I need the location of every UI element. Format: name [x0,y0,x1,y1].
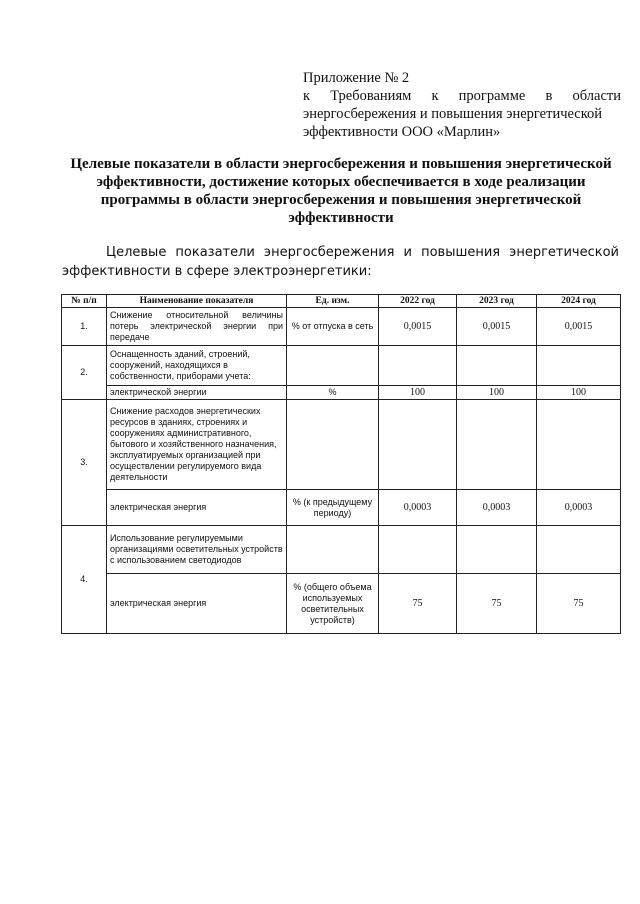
col-header-2022: 2022 год [379,295,457,308]
indicator-name: Использование регулируемыми организациями осветительных устройств с использованием светодиодов [107,526,287,574]
value-2024: 0,0003 [537,490,621,526]
value-2023: 75 [457,574,537,634]
empty-cell [379,400,457,490]
col-header-2024: 2024 год [537,295,621,308]
table-row [62,526,621,574]
indicator-subname: электрическая энергия [107,490,287,526]
indicator-unit: % (общего объема используемых осветительных устройств) [287,574,379,634]
value-2024: 75 [537,574,621,634]
empty-cell [457,526,537,574]
intro-line: эффективности в сфере электроэнергетики: [62,264,372,279]
value-2022: 0,0003 [379,490,457,526]
indicator-name: Снижение относительной величины потерь электрической энергии при передаче [107,308,287,346]
empty-cell [287,400,379,490]
table-row [62,346,621,386]
row-number: 2. [62,346,107,400]
empty-cell [537,526,621,574]
col-header-number: № п/п [62,295,107,308]
appendix-header [303,69,621,141]
indicator-subname: электрическая энергия [107,574,287,634]
value-2022: 100 [379,386,457,400]
col-header-unit: Ед. изм. [287,295,379,308]
table-row [62,400,621,490]
table-row [62,308,621,346]
document-title: Целевые показатели в области энергосбережения и повышения энергетической эффективности, достижение которых обеспечивается в ходе реализации программы в области энергосбережения и повышения энергетической эффективности [70,156,612,226]
col-header-name: Наименование показателя [107,295,287,308]
empty-cell [537,400,621,490]
col-header-2023: 2023 год [457,295,537,308]
empty-cell [287,526,379,574]
indicator-name: Оснащенность зданий, строений, сооружений, находящихся в собственности, приборами учета: [107,346,287,386]
appendix-ref-line: эффективности ООО «Марлин» [303,124,501,140]
intro-line: Целевые показатели энергосбережения и повышения энергетической [106,245,619,260]
indicator-name: Снижение расходов энергетических ресурсов в зданиях, строениях и сооружениях административного, бытового и хозяйственного назначения, эксплуатируемых организацией при осуществлении регулируемого вида деятельности [107,400,287,490]
empty-cell [379,526,457,574]
row-number: 1. [62,308,107,346]
value-2023: 0,0015 [457,308,537,346]
value-2023: 100 [457,386,537,400]
indicator-subname: электрической энергии [107,386,287,400]
table-subrow [62,490,621,526]
indicator-unit: % [287,386,379,400]
row-number: 3. [62,400,107,526]
value-2023: 0,0003 [457,490,537,526]
value-2024: 0,0015 [537,308,621,346]
value-2022: 75 [379,574,457,634]
value-2022: 0,0015 [379,308,457,346]
table-header-row [62,295,621,308]
table-subrow [62,386,621,400]
empty-cell [287,346,379,386]
appendix-number: Приложение № 2 [303,70,410,86]
intro-paragraph [62,243,619,281]
indicator-unit: % от отпуска в сеть [287,308,379,346]
empty-cell [457,346,537,386]
empty-cell [379,346,457,386]
row-number: 4. [62,526,107,634]
value-2024: 100 [537,386,621,400]
indicators-table [61,294,621,634]
indicator-unit: % (к предыдущему периоду) [287,490,379,526]
appendix-ref-line: к Требованиям к программе в области [303,88,621,104]
empty-cell [537,346,621,386]
appendix-ref-line: энергосбережения и повышения энергетической [303,106,603,122]
empty-cell [457,400,537,490]
table-subrow [62,574,621,634]
